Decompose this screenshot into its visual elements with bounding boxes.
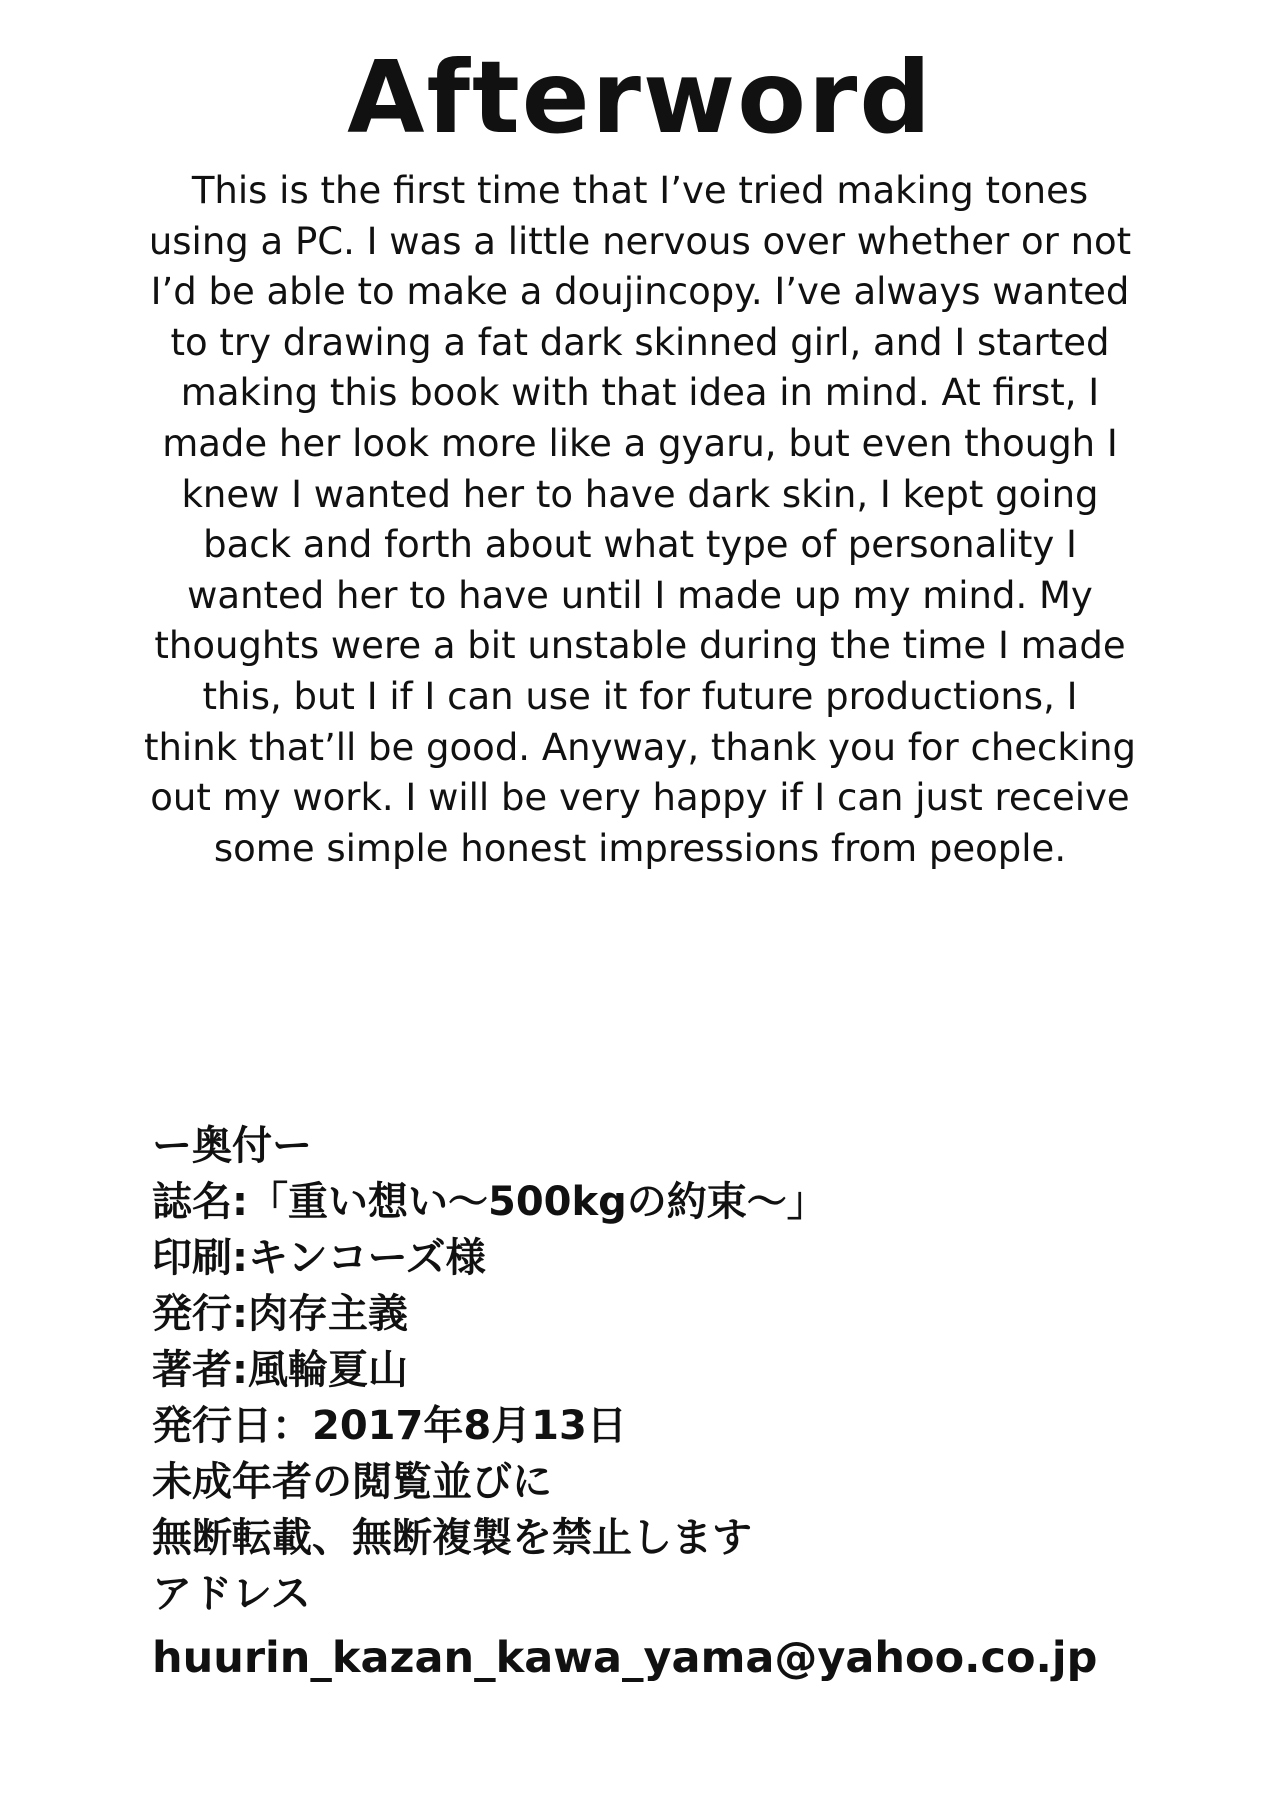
afterword-line: back and forth about what type of personality I (203, 523, 1077, 567)
afterword-line: made her look more like a gyaru, but even though I (162, 421, 1118, 465)
colophon (152, 1118, 1212, 1686)
afterword-line: to try drawing a fat dark skinned girl, and I started (170, 320, 1110, 364)
colophon-notice-2: 無断転載、無断複製を禁止します (152, 1515, 752, 1561)
colophon-date: 発行日：2017年8月13日 (152, 1403, 627, 1449)
afterword-line: I’d be able to make a doujincopy. I’ve always wanted (150, 270, 1130, 314)
colophon-printer: 印刷:キンコーズ様 (152, 1235, 486, 1281)
afterword-line: making this book with that idea in mind. At first, I (180, 371, 1100, 415)
colophon-notice-1: 未成年者の閲覧並びに (152, 1459, 552, 1505)
afterword-line: some simple honest impressions from people. (213, 826, 1067, 870)
afterword-text (100, 166, 1180, 874)
afterword-line: This is the first time that I’ve tried making tones (191, 169, 1089, 212)
afterword-line: think that’ll be good. Anyway, thank you for checking (143, 725, 1137, 769)
afterword-line: wanted her to have until I made up my mind. My (187, 573, 1093, 617)
colophon-email: huurin_kazan_kawa_yama@yahoo.co.jp (152, 1633, 1098, 1683)
afterword-line: this, but I if I can use it for future productions, I (202, 674, 1078, 718)
colophon-publisher: 発行:肉存主義 (152, 1291, 408, 1337)
colophon-heading: ー奥付ー (152, 1123, 312, 1169)
afterword-line: thoughts were a bit unstable during the time I made (154, 624, 1126, 668)
colophon-title: 誌名:「重い想い〜500kgの約束〜」 (152, 1179, 827, 1225)
afterword-line: using a PC. I was a little nervous over whether or not (148, 219, 1132, 263)
afterword-line: out my work. I will be very happy if I can just receive (150, 776, 1130, 820)
colophon-author: 著者:風輪夏山 (152, 1347, 408, 1393)
page-title: Afterword (347, 39, 933, 156)
afterword-line: knew I wanted her to have dark skin, I kept going (181, 472, 1099, 516)
colophon-address-label: アドレス (152, 1571, 311, 1617)
